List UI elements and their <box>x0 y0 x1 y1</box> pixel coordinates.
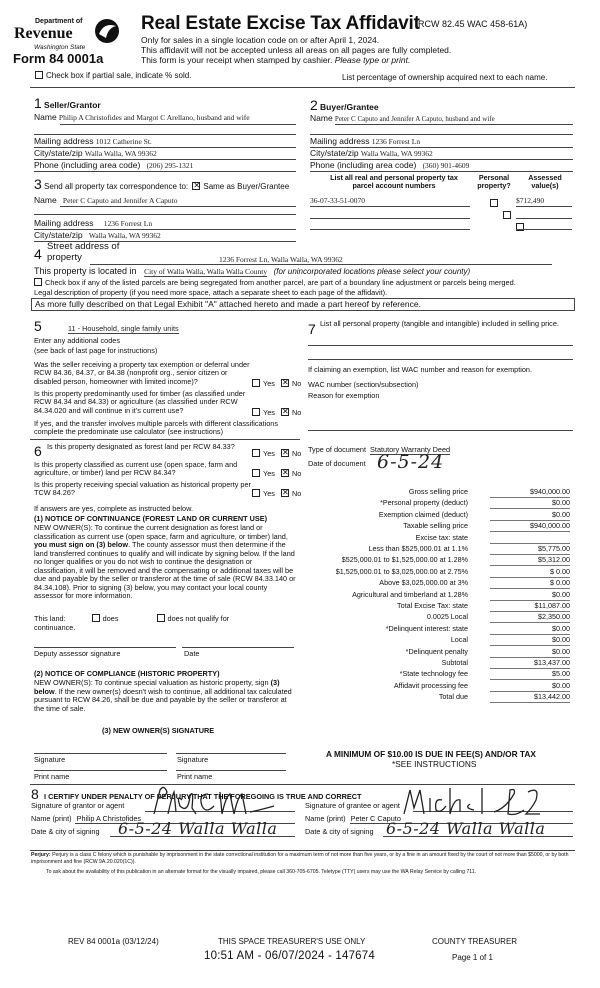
timber-yes-label: Yes <box>263 408 275 417</box>
notice1-part-c: . The county assessor must then determine if the land transferred continues to qualify and will indicate by signing below. If the land no longer qualifies or you do not wish to continue the designation or classification, it will be removed and the compensating or additional taxes will be due and payable by the seller or transferor at the time of sale (RCW 84.33.140 or 84.34.108). Prior to signing (3) below, you may contact your local county assessor for more information. <box>34 540 296 601</box>
assessed-header <box>520 174 570 191</box>
if-yes-note: If answers are yes, complete as instructed below. <box>34 504 193 513</box>
grantee-signature[interactable] <box>398 784 558 818</box>
seller-name-label: Name <box>34 112 57 122</box>
historic-no-checkbox[interactable] <box>281 489 289 497</box>
seller-phone-line <box>34 171 296 172</box>
buyer-name-row <box>310 114 495 124</box>
tax-row-value[interactable]: $13,442.00 <box>490 693 570 703</box>
deputy-sig-line <box>34 647 176 648</box>
tax-row <box>300 670 572 681</box>
exemption-question: Was the seller receiving a property tax exemption or deferral under RCW 84.36, 84.37, or 84.38 (nonprofit org., senior citizen or disabled person, homeowner with limited income)? <box>34 360 250 386</box>
header-note1: Only for sales in a single location code on or after April 1, 2024. <box>141 35 380 45</box>
tax-row-value[interactable]: $0.00 <box>490 625 570 635</box>
tax-row <box>300 556 572 567</box>
header-note2: This affidavit will not be accepted unless all areas on all pages are fully completed. <box>141 45 452 55</box>
buyer-phone-line <box>310 171 573 172</box>
treasurer-stamp: 10:51 AM - 06/07/2024 - 147674 <box>204 950 375 962</box>
tax-row-value[interactable] <box>490 534 570 544</box>
tax-row-label: Local <box>450 635 468 645</box>
tax-row <box>300 693 572 704</box>
timber-no-label: No <box>291 408 302 417</box>
header-note3b: Please type or print. <box>334 55 411 65</box>
segregated-row <box>34 279 582 288</box>
section3-number: 3 <box>34 176 42 192</box>
form-rcw: (RCW 82.45 WAC 458-61A) <box>415 19 528 29</box>
tax-row-label: *Personal property (deduct) <box>380 498 468 508</box>
tax-row-value[interactable]: $0.00 <box>490 648 570 658</box>
seller-city-field[interactable]: Walla Walla, WA 99362 <box>84 149 157 158</box>
tax-row <box>300 636 572 647</box>
dept-line3: Washington State <box>34 44 86 51</box>
does-checkbox[interactable] <box>92 614 100 622</box>
perjury-text: Perjury is a class C felony which is punishable by imprisonment in the state correctional institution for a maximum term of not more than five years, or by a fine in an amount fixed by the court of not more than $5000, or by both imprisonment and fine (RCW 9A.20.020(1C)). <box>31 852 569 865</box>
personal-row2-checkbox[interactable] <box>503 211 511 219</box>
notice3-title: (3) NEW OWNER(S) SIGNATURE <box>102 726 215 735</box>
buyer-city-field[interactable]: Walla Walla, WA 99362 <box>360 149 433 158</box>
tax-row-label: *Delinquent penalty <box>405 646 468 656</box>
seller-name-row <box>34 113 294 123</box>
tax-row-value[interactable]: $0.00 <box>490 591 570 601</box>
seller-phone-label: Phone (including area code) <box>34 160 141 170</box>
partial-sale-checkbox[interactable] <box>35 71 43 79</box>
enter-codes-label1: Enter any additional codes <box>34 336 120 345</box>
grantor-name-label: Name (print) <box>31 814 72 823</box>
buyer-name-line2 <box>310 134 573 135</box>
notice1-title: (1) NOTICE OF CONTINUANCE (FOREST LAND OR CURRENT USE) <box>34 514 268 523</box>
tax-row <box>300 682 572 693</box>
doc-type-field[interactable]: Statutory Warranty Deed <box>370 445 451 454</box>
buyer-phone-row <box>310 161 469 171</box>
section1-heading <box>34 95 101 111</box>
notice2-part-c: . If the new owner(s) doesn't wish to continue, all additional tax calculated pursuant to RCW 84.26, shall be due and payable by the seller or transferor at the time of sale. <box>34 686 292 713</box>
tax-row-label: *Delinquent interest: state <box>385 623 468 633</box>
tax-row-value[interactable]: $0.00 <box>490 682 570 692</box>
tax-row-label: $1,525,000.01 to $3,025,000.00 at 2.75% <box>335 566 468 576</box>
notice1-text <box>34 524 296 601</box>
dept-line2: Revenue <box>14 25 73 42</box>
assessed-row1-line <box>516 206 572 207</box>
tax-row-label: Exemption claimed (deduct) <box>378 509 468 519</box>
tax-row-label: Total due <box>438 692 468 702</box>
located-field[interactable]: City of Walla Walla, Walla Walla County <box>144 267 268 276</box>
seller-mail-row <box>34 137 152 147</box>
current-use-yes-checkbox[interactable] <box>252 469 260 477</box>
header-note3-text: This form is your receipt when stamped by cashier. <box>141 55 333 65</box>
personal-row1-checkbox[interactable] <box>490 199 498 207</box>
form-title: Real Estate Excise Tax Affidavit <box>141 13 420 34</box>
tax-row-value[interactable]: $5,312.00 <box>490 556 570 566</box>
ownership-note: List percentage of ownership acquired next to each name. <box>342 73 548 82</box>
located-row <box>34 266 470 277</box>
located-note: (for unincorporated locations please select your county) <box>273 267 471 276</box>
personal-header-line2: property? <box>477 181 511 191</box>
page-number: Page 1 of 1 <box>452 953 493 962</box>
tax-row <box>300 579 572 590</box>
tax-row-value[interactable]: $5,775.00 <box>490 545 570 555</box>
rev-number: REV 84 0001a (03/12/24) <box>68 937 159 946</box>
buyer-phone-field[interactable]: (360) 901-4609 <box>422 161 470 170</box>
assessed-row1-value[interactable]: $712,490 <box>516 196 545 205</box>
seller-name-field[interactable]: Philip A Christofides and Margot C Arellano, husband and wife <box>58 113 250 122</box>
personal-header <box>474 174 514 191</box>
current-use-no-label: No <box>291 469 302 478</box>
seller-mail-field[interactable]: 1012 Catherine St. <box>95 137 152 146</box>
header-note3 <box>141 56 410 66</box>
seller-mail-label: Mailing address <box>34 136 94 146</box>
buyer-city-label: City/state/zip <box>310 148 359 158</box>
forest-yes-checkbox[interactable] <box>252 449 260 457</box>
tax-row-value[interactable]: $2,350.00 <box>490 613 570 623</box>
grantee-sig-label: Signature of grantee or agent <box>305 801 400 810</box>
tax-row-label: *State technology fee <box>399 669 468 679</box>
tax-row <box>300 648 572 659</box>
buyer-name-field[interactable]: Peter C Caputo and Jennifer A Caputo, husband and wife <box>334 115 495 123</box>
assessed-row3-line <box>516 229 572 230</box>
current-use-yes-label: Yes <box>263 469 275 478</box>
timber-yes-checkbox[interactable] <box>252 408 260 416</box>
predominant-use-note: If yes, and the transfer involves multiple parcels with different classifications complete the predominate use calculator (see instructions) <box>34 419 279 437</box>
does-not-checkbox[interactable] <box>157 614 165 622</box>
segregated-label: Check box if any of the listed parcels are being segregated from another parcel, are part of a boundary line adjustment or parcels being merged. <box>45 278 516 287</box>
form-number: Form 84 0001a <box>13 51 104 66</box>
tax-row <box>300 613 572 624</box>
section2-heading <box>310 97 379 113</box>
buyer-mail-label: Mailing address <box>310 136 370 146</box>
tax-row-value[interactable]: $13,437.00 <box>490 659 570 669</box>
tax-row-label: Taxable selling price <box>403 521 468 531</box>
deputy-date-label: Date <box>184 649 200 658</box>
grantor-date-field[interactable]: 6-5-24 Walla Walla <box>118 819 278 838</box>
grantee-date-field[interactable]: 6-5-24 Walla Walla <box>386 819 546 838</box>
continuance-label: continuance. <box>34 623 76 632</box>
buyer-name-label: Name <box>310 113 333 123</box>
seller-name-line2 <box>34 134 296 135</box>
tax-row <box>300 522 572 533</box>
historic-yes-no <box>252 490 301 498</box>
forest-yes-label: Yes <box>263 449 275 458</box>
tax-city-field[interactable]: Walla Walla, WA 99362 <box>88 231 161 240</box>
notice2-part-b: (3) below <box>34 678 280 696</box>
parcel-row1-number[interactable]: 36-07-33-51-0070 <box>310 196 365 205</box>
doc-type-label: Type of document <box>308 445 367 454</box>
tax-row-label: Excise tax: state <box>415 532 468 542</box>
street-label2: property <box>47 252 82 263</box>
tax-row-label: Less than $525,000.01 at 1.1% <box>368 544 468 553</box>
tax-name-label: Name <box>34 195 57 205</box>
tax-row-value[interactable]: $ 0.00 <box>490 579 570 589</box>
tax-city-label: City/state/zip <box>34 230 83 240</box>
personal-property-line1 <box>308 345 573 346</box>
notice1-part-b: you must sign on (3) below <box>34 540 129 550</box>
tax-row-value[interactable]: $940,000.00 <box>490 522 570 532</box>
grantor-signature[interactable] <box>150 784 280 818</box>
grantee-name-label: Name (print) <box>305 814 346 823</box>
availability-note: To ask about the availability of this publication in an alternate format for the visually impaired, please call 360-705-6705. Teletype (TTY) users may use the WA Relay Service by calling 711. <box>46 869 477 875</box>
section7-number: 7 <box>308 321 316 337</box>
section3-heading <box>34 176 289 192</box>
tax-row-label: Affidavit processing fee <box>393 680 468 690</box>
this-land-label: This land: <box>34 614 66 623</box>
tax-row-value[interactable]: $0.00 <box>490 511 570 521</box>
tax-name-field[interactable]: Peter C Caputo and Jennifer A Caputo <box>62 196 178 205</box>
buyer-mail-row <box>310 137 420 147</box>
partial-sale-label: Check box if partial sale, indicate % sold. <box>46 71 192 80</box>
enter-codes-label2: (see back of last page for instructions) <box>34 346 158 355</box>
assessed-row2-line <box>516 218 572 219</box>
grantor-sig-label: Signature of grantor or agent <box>31 801 125 810</box>
historic-yes-checkbox[interactable] <box>252 489 260 497</box>
exemption-yes-checkbox[interactable] <box>252 379 260 387</box>
tax-mail-label: Mailing address <box>34 218 94 228</box>
owner-print-label1: Print name <box>34 772 70 781</box>
notice1-part-a: NEW OWNER(S): To continue the current designation as forest land or classification as current use (open space, farm and agriculture, or timber) land, <box>34 523 288 541</box>
tax-row-label: 0.0025 Local <box>426 612 468 622</box>
seller-city-label: City/state/zip <box>34 148 83 158</box>
tax-row-value[interactable]: $0.00 <box>490 636 570 646</box>
tax-row-value[interactable]: $940,000.00 <box>490 488 570 498</box>
see-instructions: *SEE INSTRUCTIONS <box>392 759 477 769</box>
grantee-name-field[interactable]: Peter C Caputo <box>350 814 401 823</box>
parcel-row3-line <box>310 229 470 230</box>
tax-row-label: Total Excise Tax: state <box>397 601 468 610</box>
owner-sig-label1: Signature <box>34 755 66 764</box>
seller-city-row <box>34 149 157 159</box>
reason-line <box>308 430 573 431</box>
parcel-header <box>318 174 470 191</box>
section3-label: Send all property tax correspondence to: <box>44 182 189 191</box>
section6-number: 6 <box>34 443 42 459</box>
owner-sig-line1 <box>34 753 167 754</box>
owner-print-label2: Print name <box>177 772 213 781</box>
tax-row <box>300 499 572 510</box>
section5-heading <box>34 318 179 334</box>
owner-sig-label2: Signature <box>177 755 209 764</box>
doc-date-field[interactable]: 6-5-24 <box>377 451 445 473</box>
wac-label: WAC number (section/subsection) <box>308 380 419 389</box>
forest-question: Is this property designated as forest land per RCW 84.33? <box>47 442 235 451</box>
timber-question: Is this property predominantly used for timber (as classified under RCW 84.34 and 84.33) or agriculture (as classified under RCW 84.34.020 and will continue in it's current use? <box>34 389 246 415</box>
exemption-yes-label: Yes <box>263 379 275 388</box>
tax-mail-row <box>34 219 152 229</box>
deputy-date-line <box>182 647 294 648</box>
partial-sale-row <box>35 71 191 80</box>
tax-row-label: $525,000.01 to $1,525,000.00 at 1.28% <box>341 555 468 565</box>
section4-number: 4 <box>34 246 42 262</box>
assessed-header-line2: value(s) <box>531 181 559 191</box>
tax-row-label: Subtotal <box>441 658 468 667</box>
section5-number: 5 <box>34 318 42 334</box>
seller-name-line <box>60 124 296 125</box>
wa-swoosh-icon <box>94 18 120 44</box>
same-as-buyer-checkbox[interactable] <box>192 182 200 190</box>
tax-row <box>300 625 572 636</box>
does-label: does <box>102 614 119 623</box>
tax-row-label: Agricultural and timberland at 1.28% <box>352 589 468 599</box>
legal-description: As more fully described on that Legal Exhibit "A" attached hereto and made a part hereof by reference. <box>35 299 421 309</box>
parcel-row1-line <box>310 206 470 207</box>
current-use-yes-no <box>252 470 301 478</box>
grantor-date-label: Date & city of signing <box>31 827 100 836</box>
street-label1: Street address of <box>47 241 120 252</box>
minimum-due-note: A MINIMUM OF $10.00 IS DUE IN FEE(S) AND/OR TAX <box>326 749 536 759</box>
historic-question: Is this property receiving special valuation as historical property per TCW 84.26? <box>34 480 251 498</box>
timber-yes-no <box>252 409 301 417</box>
parcel-header-line2: parcel account numbers <box>352 181 436 191</box>
section2-title: Buyer/Grantee <box>320 102 379 112</box>
tax-name-line <box>60 206 296 207</box>
does-not-label: does not qualify for <box>167 614 230 623</box>
forest-yes-no <box>252 450 301 458</box>
exemption-claim-note: If claiming an exemption, list WAC number and reason for exemption. <box>308 365 533 374</box>
grantor-name-field[interactable]: Philip A Christofides <box>76 814 142 823</box>
buyer-city-row <box>310 149 433 159</box>
segregated-checkbox[interactable] <box>34 278 42 286</box>
forest-no-checkbox[interactable] <box>281 449 289 457</box>
seller-phone-field[interactable]: (206) 295-1321 <box>146 161 194 170</box>
section5-divider <box>30 439 300 440</box>
buyer-phone-label: Phone (including area code) <box>310 160 417 170</box>
treasurer-use: THIS SPACE TREASURER'S USE ONLY <box>218 937 366 946</box>
timber-no-checkbox[interactable] <box>281 408 289 416</box>
tax-row-value[interactable]: $11,087.00 <box>490 602 570 612</box>
exemption-no-checkbox[interactable] <box>281 379 289 387</box>
tax-name-row <box>34 196 178 206</box>
owner-sig-line2 <box>176 753 286 754</box>
section2-number: 2 <box>310 97 318 113</box>
buyer-name-line <box>335 124 573 125</box>
section7-text: List all personal property (tangible and intangible) included in selling price. <box>320 319 559 328</box>
section8-number: 8 <box>31 786 39 802</box>
doc-date-label: Date of document <box>308 459 366 468</box>
grantee-date-label: Date & city of signing <box>305 827 374 836</box>
historic-no-label: No <box>291 489 302 498</box>
exemption-yes-no <box>252 380 301 388</box>
street-address-field[interactable]: 1236 Forrest Ln, Walla Walla, WA 99362 <box>219 255 343 264</box>
current-use-question: Is this property classified as current use (open space, farm and agriculture, or timber) land per RCW 84.34? <box>34 460 238 478</box>
header-divider <box>30 87 575 88</box>
located-label: This property is located in <box>34 266 137 276</box>
dept-line1: Department of <box>35 18 83 25</box>
tax-row-label: Above $3,025,000.00 at 3% <box>379 578 468 588</box>
owner-print-line1 <box>34 770 167 771</box>
tax-blank-line <box>34 214 296 215</box>
footer-divider <box>30 850 575 851</box>
tax-row-value[interactable]: $0.00 <box>490 499 570 509</box>
exemption-no-label: No <box>291 379 302 388</box>
use-code-field[interactable]: 11 - Household, single family units <box>68 324 179 333</box>
tax-row-value[interactable]: $ 0.00 <box>490 568 570 578</box>
deputy-label: Deputy assessor signature <box>34 649 121 658</box>
historic-yes-label: Yes <box>263 489 275 498</box>
personal-property-line2 <box>308 359 573 360</box>
notice2-text <box>34 679 296 713</box>
parcel-row2-line <box>310 218 470 219</box>
buyer-mail-field[interactable]: 1236 Forrest Ln <box>371 137 421 146</box>
notice2-part-a: NEW OWNER(S): To continue special valuation as historic property, sign <box>34 678 271 687</box>
reason-label: Reason for exemption <box>308 391 380 400</box>
tax-city-row <box>34 231 161 241</box>
parcel-header-line1: List all real and personal property tax <box>330 173 458 182</box>
forest-no-label: No <box>291 449 302 458</box>
section1-title: Seller/Grantor <box>44 100 101 110</box>
tax-mail-field[interactable]: 1236 Forrest Ln <box>103 219 153 228</box>
certify-text: I CERTIFY UNDER PENALTY OF PERJURY THAT THE FOREGOING IS TRUE AND CORRECT <box>44 792 362 801</box>
seller-phone-row <box>34 161 193 171</box>
current-use-no-checkbox[interactable] <box>281 469 289 477</box>
tax-row-label: Gross selling price <box>408 487 468 496</box>
notice2-title: (2) NOTICE OF COMPLIANCE (HISTORIC PROPERTY) <box>34 669 220 678</box>
section1-number: 1 <box>34 95 42 111</box>
same-as-buyer-label: Same as Buyer/Grantee <box>203 182 290 191</box>
perjury-note <box>31 852 579 865</box>
county-treasurer: COUNTY TREASURER <box>432 937 518 946</box>
perjury-label: Perjury: <box>31 852 51 858</box>
legal-note: Legal description of property (if you need more space, attach a separate sheet to each page of the affidavit). <box>34 288 388 297</box>
owner-print-line2 <box>176 770 286 771</box>
street-line <box>90 264 552 265</box>
tax-row-value[interactable]: $5.00 <box>490 670 570 680</box>
legal-description-box[interactable] <box>31 298 575 311</box>
assessed-header-line1: Assessed <box>528 173 562 182</box>
personal-header-line1: Personal <box>478 173 510 182</box>
